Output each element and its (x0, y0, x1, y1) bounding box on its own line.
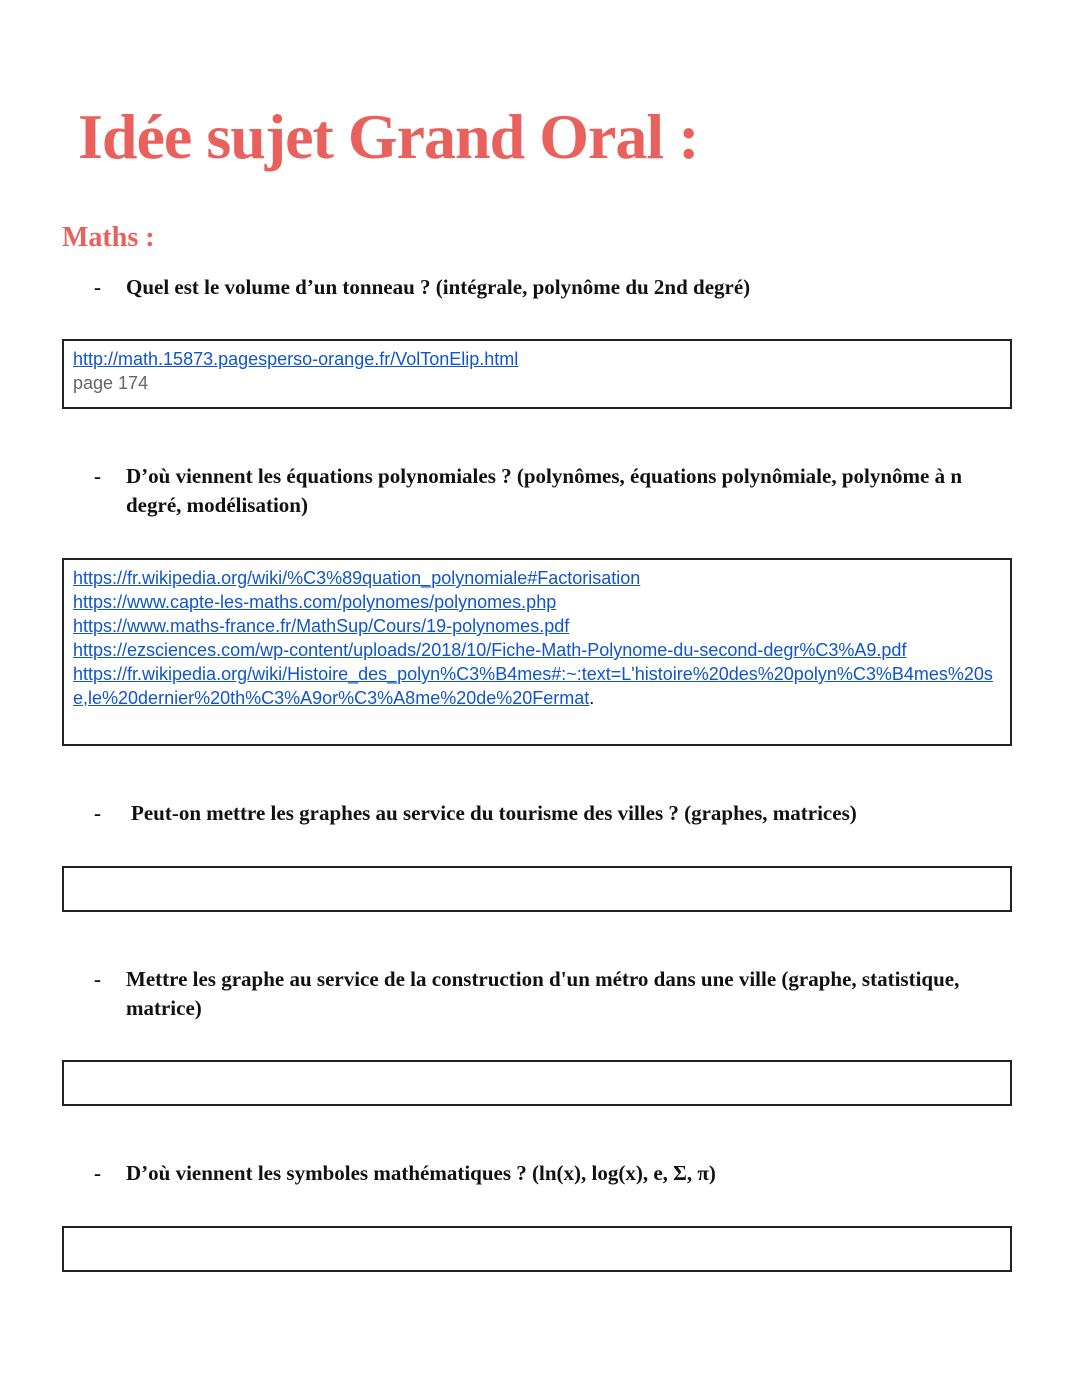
question-2 (94, 462, 1014, 520)
empty-box-4 (62, 1060, 1012, 1106)
link[interactable]: https://www.maths-france.fr/MathSup/Cours/19-polynomes.pdf (73, 616, 570, 636)
bullet-dash: - (94, 275, 101, 299)
bullet-dash: - (94, 1161, 101, 1185)
question-text: Quel est le volume d’un tonneau ? (intégrale, polynôme du 2nd degré) (126, 275, 751, 299)
trailing-period: . (589, 688, 595, 708)
question-1 (94, 273, 1014, 302)
question-3 (94, 799, 1014, 828)
bullet-dash: - (94, 801, 101, 825)
question-4 (94, 965, 1014, 1023)
link[interactable]: https://www.capte-les-maths.com/polynomes/polynomes.php (73, 592, 557, 612)
question-text: Peut-on mettre les graphes au service du tourisme des villes ? (graphes, matrices) (131, 801, 857, 825)
page-title: Idée sujet Grand Oral : (78, 101, 699, 172)
bullet-dash: - (94, 967, 101, 991)
empty-box-3 (62, 866, 1012, 912)
question-5 (94, 1159, 1014, 1188)
question-text: Mettre les graphe au service de la construction d'un métro dans une ville (graphe, statistique, matrice) (126, 967, 960, 1020)
link[interactable]: http://math.15873.pagesperso-orange.fr/VolTonElip.html (73, 349, 519, 369)
question-text: D’où viennent les équations polynomiales ? (polynômes, équations polynômiale, polynôme à n degré, modélisation) (126, 464, 963, 517)
empty-box-5 (62, 1226, 1012, 1272)
bullet-dash: - (94, 464, 101, 488)
link[interactable]: https://fr.wikipedia.org/wiki/Histoire_des_polyn%C3%B4mes#:~:text=L'histoire%20des%20polyn%C3%B4mes%20se,le%20dernier%20th%C3%A9or%C3%A8me%20de%20Fermat (73, 664, 993, 708)
link[interactable]: https://fr.wikipedia.org/wiki/%C3%89quation_polynomiale#Factorisation (73, 568, 641, 588)
page-note: page 174 (73, 373, 149, 393)
question-text: D’où viennent les symboles mathématiques ? (ln(x), log(x), e, Σ, π) (126, 1161, 716, 1185)
link[interactable]: https://ezsciences.com/wp-content/uploads/2018/10/Fiche-Math-Polynome-du-second-degr%C3%A9.pdf (73, 640, 907, 660)
section-heading-maths: Maths : (62, 222, 155, 253)
links-box-1 (62, 339, 1012, 409)
links-box-2 (62, 558, 1012, 746)
